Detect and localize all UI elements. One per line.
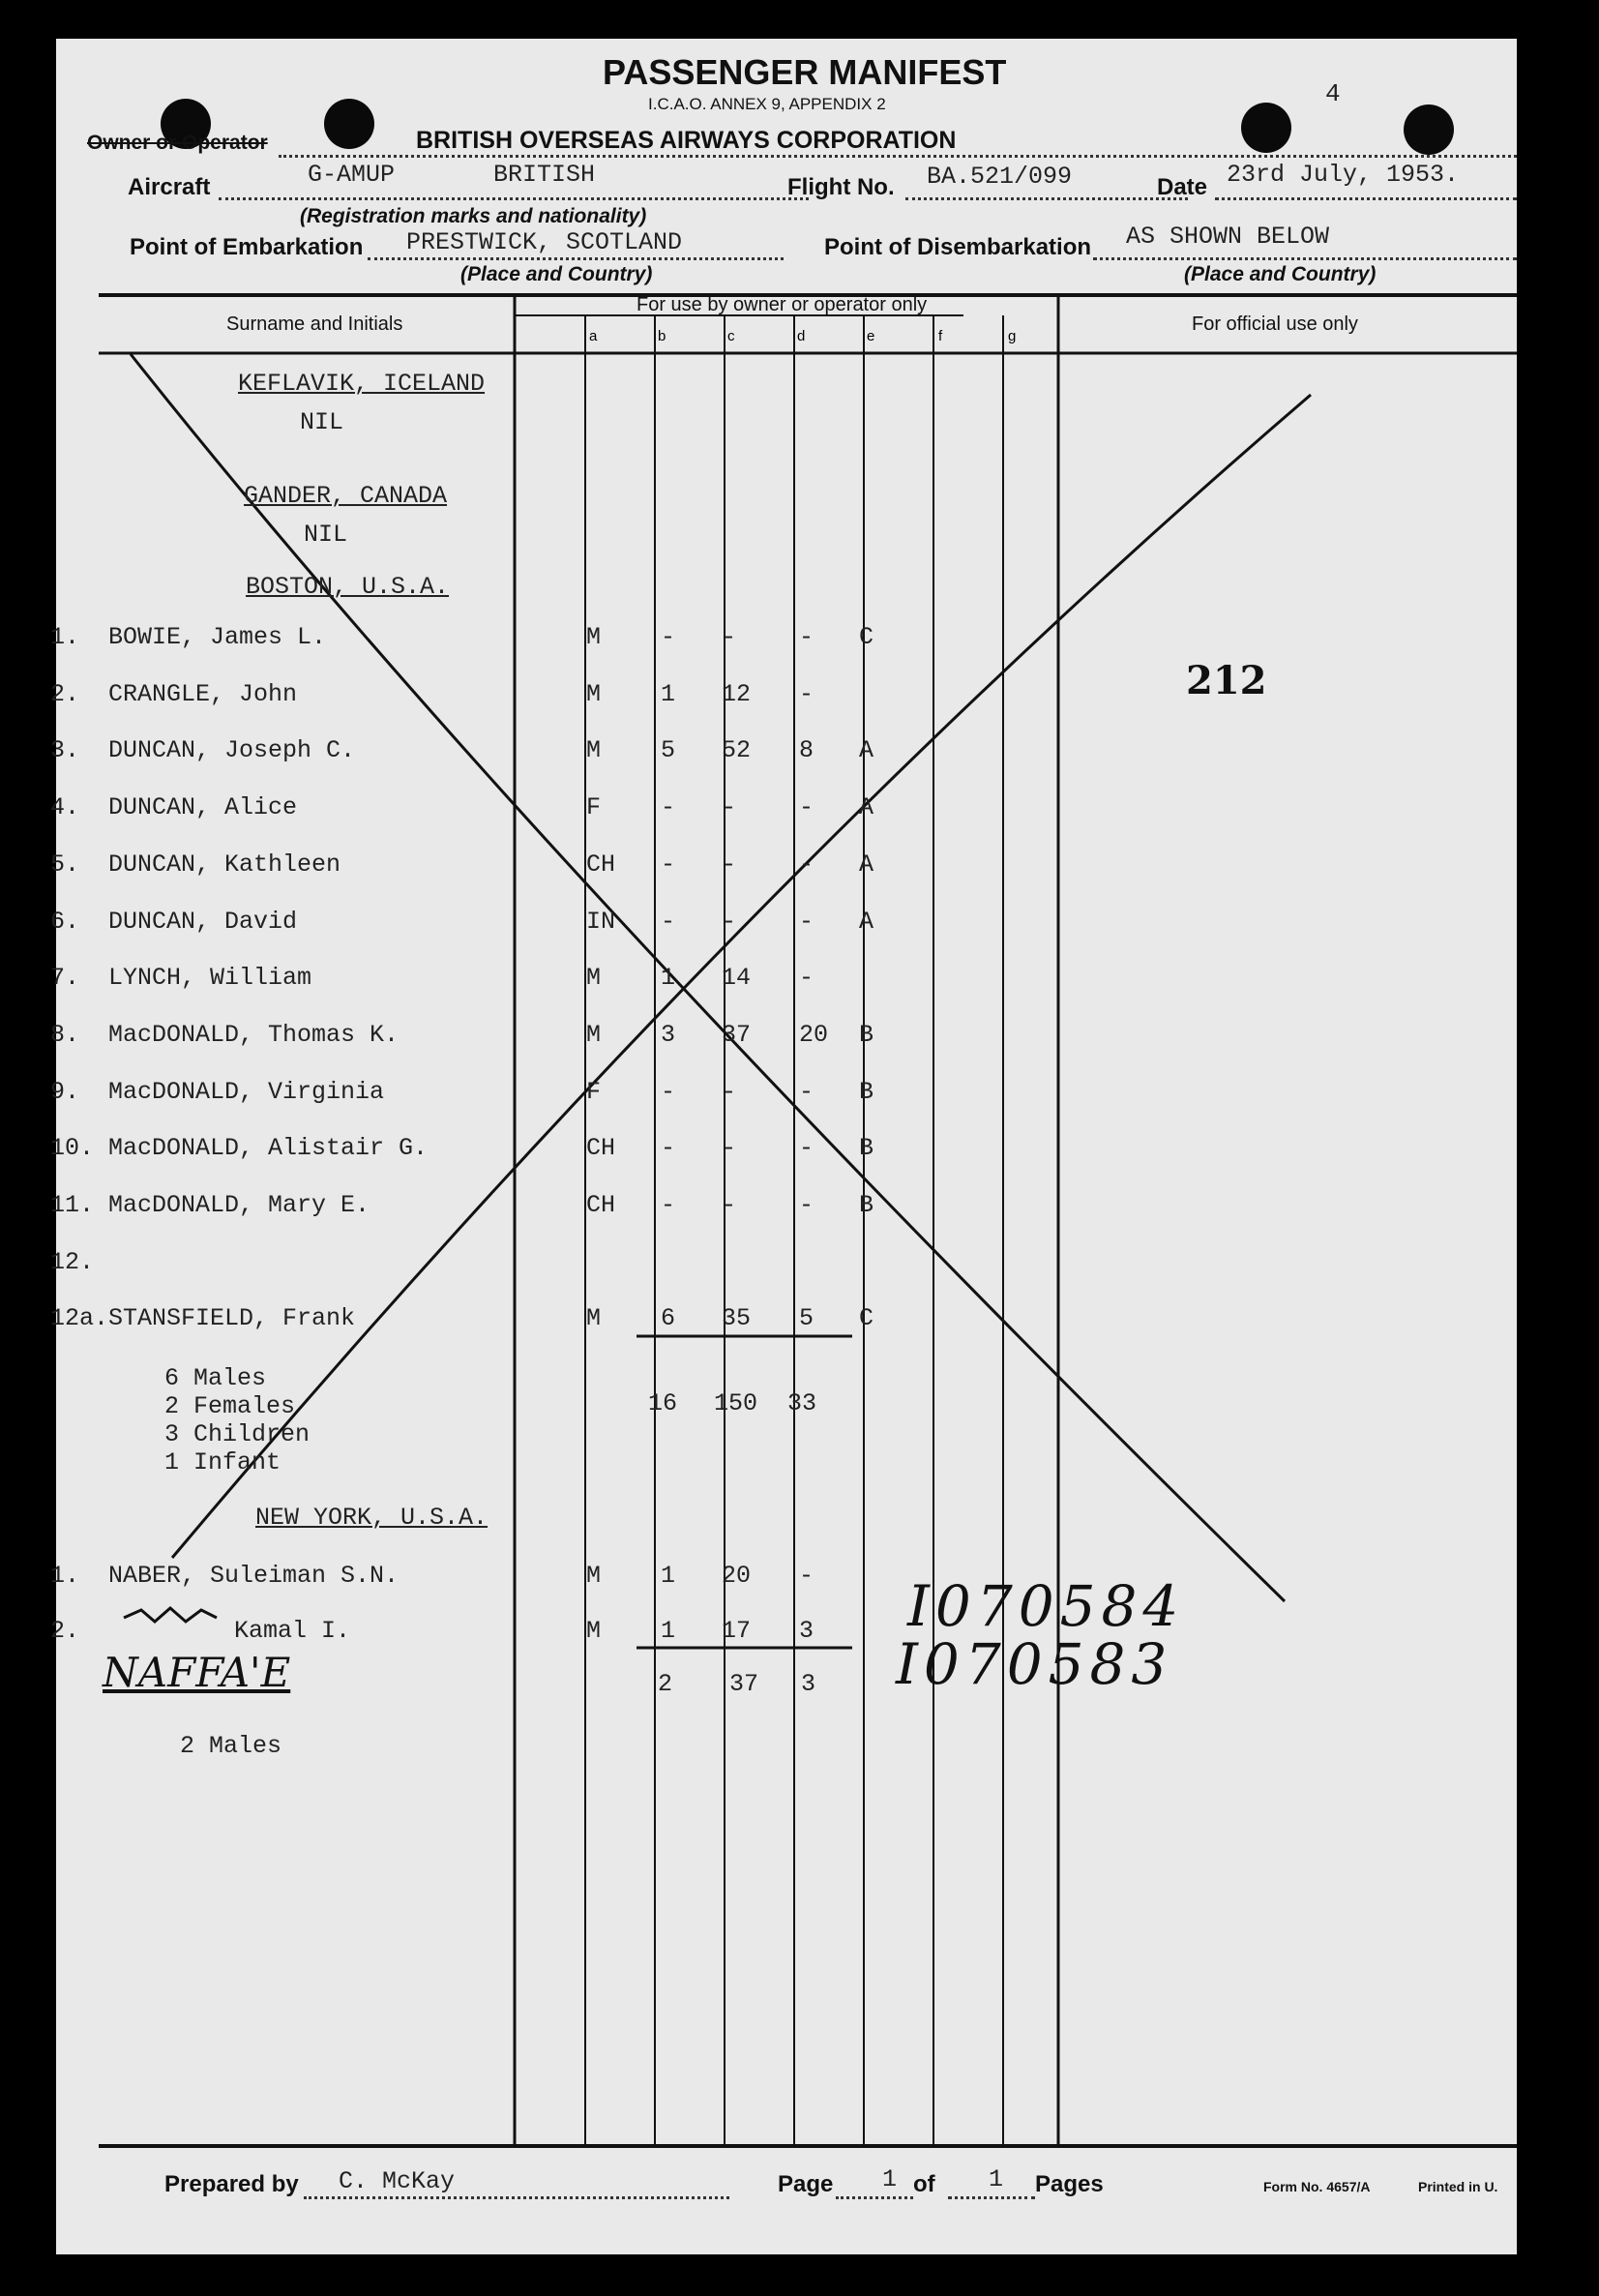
ny-row-number: 1. (50, 1562, 80, 1590)
section-gander: GANDER, CANADA (244, 482, 448, 510)
ny-cell-c: 17 (722, 1617, 752, 1645)
boston-cell-b: 1 (661, 964, 676, 993)
boston-cell-e: C (859, 623, 874, 651)
boston-cell-b: - (661, 1134, 676, 1163)
boston-cell-a: CH (586, 1191, 616, 1219)
aircraft-registration: G-AMUP (308, 161, 396, 189)
boston-row-number: 9. (50, 1077, 80, 1106)
disembarkation-value: AS SHOWN BELOW (1126, 223, 1330, 251)
page-value: 1 (882, 2165, 898, 2193)
owner-label: Owner or Operator (87, 132, 268, 154)
summary-infant: 1 Infant (164, 1448, 281, 1476)
boston-cell-c: 37 (722, 1020, 752, 1049)
boston-cell-a: F (586, 1077, 602, 1106)
boston-passenger-name: DUNCAN, Kathleen (108, 850, 341, 879)
ny-cell-d: - (799, 1562, 814, 1590)
ny-cell-b: 1 (661, 1617, 676, 1645)
boston-passenger-name: MacDONALD, Alistair G. (108, 1134, 429, 1163)
ny-total-b: 2 (658, 1670, 673, 1698)
boston-cell-c: - (722, 623, 737, 651)
boston-cell-d: - (799, 793, 814, 822)
aircraft-nationality: BRITISH (493, 161, 596, 189)
boston-row-number: 8. (50, 1020, 80, 1049)
boston-row-number: 11. (50, 1191, 95, 1219)
boston-cell-e: C (859, 1304, 874, 1333)
aircraft-label: Aircraft (128, 174, 211, 200)
boston-cell-d: - (799, 623, 814, 651)
handwritten-ref-1: I070584 (907, 1573, 1185, 1639)
ny-total-d: 3 (801, 1670, 816, 1698)
boston-cell-c: 12 (722, 679, 752, 708)
section-keflavik-note: NIL (300, 408, 344, 436)
place-caption-1: (Place and Country) (460, 263, 653, 285)
boston-cell-a: M (586, 1020, 602, 1049)
boston-passenger-name: DUNCAN, Joseph C. (108, 736, 356, 765)
ny-cell-d: 3 (799, 1617, 814, 1645)
boston-cell-e: B (859, 1191, 874, 1219)
operator-column-group: For use by owner or operator only (637, 294, 928, 315)
boston-cell-a: F (586, 793, 602, 822)
section-gander-note: NIL (304, 521, 348, 549)
boston-passenger-name: MacDONALD, Thomas K. (108, 1020, 400, 1049)
boston-cell-a: IN (586, 907, 616, 936)
boston-cell-a: M (586, 1304, 602, 1333)
boston-cell-b: 5 (661, 736, 676, 765)
boston-row-number: 4. (50, 793, 80, 822)
ny-passenger-name: NABER, Suleiman S.N. (108, 1562, 400, 1590)
section-keflavik: KEFLAVIK, ICELAND (238, 370, 486, 398)
handwritten-name-correction: NAFFA'E (103, 1649, 291, 1696)
boston-row-number: 3. (50, 736, 80, 765)
flight-label: Flight No. (787, 174, 895, 200)
boston-row-number: 12. (50, 1247, 95, 1276)
prepared-label: Prepared by (164, 2171, 299, 2197)
boston-row-number: 5. (50, 850, 80, 879)
boston-total-c: 150 (714, 1389, 758, 1417)
prepared-value: C. McKay (339, 2167, 456, 2195)
surname-column-header: Surname and Initials (226, 313, 403, 335)
boston-cell-b: - (661, 850, 676, 879)
boston-cell-c: - (722, 850, 737, 879)
boston-row-number: 7. (50, 964, 80, 993)
boston-cell-e: A (859, 793, 874, 822)
column-letter-f: f (938, 328, 943, 344)
boston-passenger-name: CRANGLE, John (108, 679, 298, 708)
handwritten-number: 212 (1186, 658, 1267, 703)
boston-row-number: 2. (50, 679, 80, 708)
boston-passenger-name: MacDONALD, Virginia (108, 1077, 385, 1106)
flight-number: BA.521/099 (927, 163, 1073, 191)
ny-cell-a: M (586, 1617, 602, 1645)
boston-cell-c: 14 (722, 964, 752, 993)
column-letter-c: c (727, 328, 735, 344)
place-caption-2: (Place and Country) (1184, 263, 1377, 285)
ny-cell-c: 20 (722, 1562, 752, 1590)
boston-cell-d: - (799, 679, 814, 708)
boston-cell-a: M (586, 736, 602, 765)
boston-cell-d: - (799, 907, 814, 936)
boston-cell-c: - (722, 907, 737, 936)
boston-cell-b: - (661, 1191, 676, 1219)
boston-cell-d: 8 (799, 736, 814, 765)
boston-cell-b: 6 (661, 1304, 676, 1333)
boston-cell-b: 3 (661, 1020, 676, 1049)
form-number: Form No. 4657/A (1263, 2179, 1371, 2194)
column-letter-e: e (867, 328, 875, 344)
ny-summary: 2 Males (180, 1732, 282, 1760)
boston-cell-c: - (722, 1077, 737, 1106)
owner-value: BRITISH OVERSEAS AIRWAYS CORPORATION (416, 127, 957, 154)
boston-passenger-name: LYNCH, William (108, 964, 312, 993)
boston-cell-a: M (586, 623, 602, 651)
boston-cell-b: - (661, 1077, 676, 1106)
ny-row-number: 2. (50, 1617, 80, 1645)
boston-cell-d: - (799, 1191, 814, 1219)
boston-cell-e: A (859, 907, 874, 936)
column-letter-b: b (658, 328, 666, 344)
ny-cell-a: M (586, 1562, 602, 1590)
boston-cell-a: M (586, 679, 602, 708)
boston-cell-b: - (661, 907, 676, 936)
boston-cell-b: - (661, 793, 676, 822)
summary-males: 6 Males (164, 1364, 267, 1392)
boston-cell-d: - (799, 964, 814, 993)
page-subtitle: I.C.A.O. ANNEX 9, APPENDIX 2 (648, 95, 886, 113)
column-letter-d: d (797, 328, 806, 344)
column-letter-g: g (1008, 328, 1017, 344)
boston-total-d: 33 (787, 1389, 817, 1417)
boston-row-number: 10. (50, 1134, 95, 1163)
ny-total-c: 37 (729, 1670, 759, 1698)
boston-passenger-name: DUNCAN, David (108, 907, 298, 936)
embarkation-value: PRESTWICK, SCOTLAND (406, 228, 683, 256)
date-value: 23rd July, 1953. (1227, 161, 1460, 189)
boston-cell-a: CH (586, 1134, 616, 1163)
of-label: of (913, 2171, 935, 2197)
boston-passenger-name: MacDONALD, Mary E. (108, 1191, 370, 1219)
ny-passenger-name: Kamal I. (234, 1617, 351, 1645)
boston-cell-c: - (722, 1134, 737, 1163)
boston-cell-e: A (859, 850, 874, 879)
summary-females: 2 Females (164, 1392, 296, 1420)
pages-label: Pages (1035, 2171, 1104, 2197)
corner-mark: 4 (1325, 79, 1341, 108)
column-letter-a: a (589, 328, 598, 344)
boston-passenger-name: DUNCAN, Alice (108, 793, 298, 822)
manifest-page (50, 39, 1517, 2254)
page-label: Page (778, 2171, 834, 2197)
boston-row-number: 12a. (50, 1304, 109, 1333)
boston-row-number: 6. (50, 907, 80, 936)
boston-total-b: 16 (648, 1389, 678, 1417)
official-column-header: For official use only (1192, 313, 1358, 335)
section-boston: BOSTON, U.S.A. (246, 573, 450, 601)
printed-in: Printed in U. (1418, 2179, 1498, 2194)
summary-children: 3 Children (164, 1420, 311, 1448)
boston-passenger-name: BOWIE, James L. (108, 623, 327, 651)
embarkation-label: Point of Embarkation (130, 234, 364, 260)
handwritten-ref-2: I070583 (896, 1631, 1173, 1697)
struck-surname (122, 1604, 219, 1627)
ny-cell-b: 1 (661, 1562, 676, 1590)
boston-cell-c: 52 (722, 736, 752, 765)
boston-cell-d: 20 (799, 1020, 829, 1049)
boston-cell-b: 1 (661, 679, 676, 708)
boston-cell-c: - (722, 1191, 737, 1219)
date-label: Date (1157, 174, 1208, 200)
registration-caption: (Registration marks and nationality) (300, 205, 647, 227)
boston-passenger-name: STANSFIELD, Frank (108, 1304, 356, 1333)
boston-cell-d: - (799, 1077, 814, 1106)
boston-cell-b: - (661, 623, 676, 651)
boston-cell-a: M (586, 964, 602, 993)
pages-value: 1 (989, 2165, 1004, 2193)
boston-row-number: 1. (50, 623, 80, 651)
boston-cell-a: CH (586, 850, 616, 879)
boston-cell-c: - (722, 793, 737, 822)
boston-cell-e: B (859, 1134, 874, 1163)
boston-cell-e: B (859, 1077, 874, 1106)
boston-cell-d: - (799, 1134, 814, 1163)
disembarkation-label: Point of Disembarkation (824, 234, 1092, 260)
boston-cell-c: 35 (722, 1304, 752, 1333)
page-title: PASSENGER MANIFEST (603, 52, 1007, 92)
boston-cell-e: B (859, 1020, 874, 1049)
boston-cell-e: A (859, 736, 874, 765)
section-new-york: NEW YORK, U.S.A. (255, 1504, 489, 1532)
boston-cell-d: - (799, 850, 814, 879)
boston-cell-d: 5 (799, 1304, 814, 1333)
